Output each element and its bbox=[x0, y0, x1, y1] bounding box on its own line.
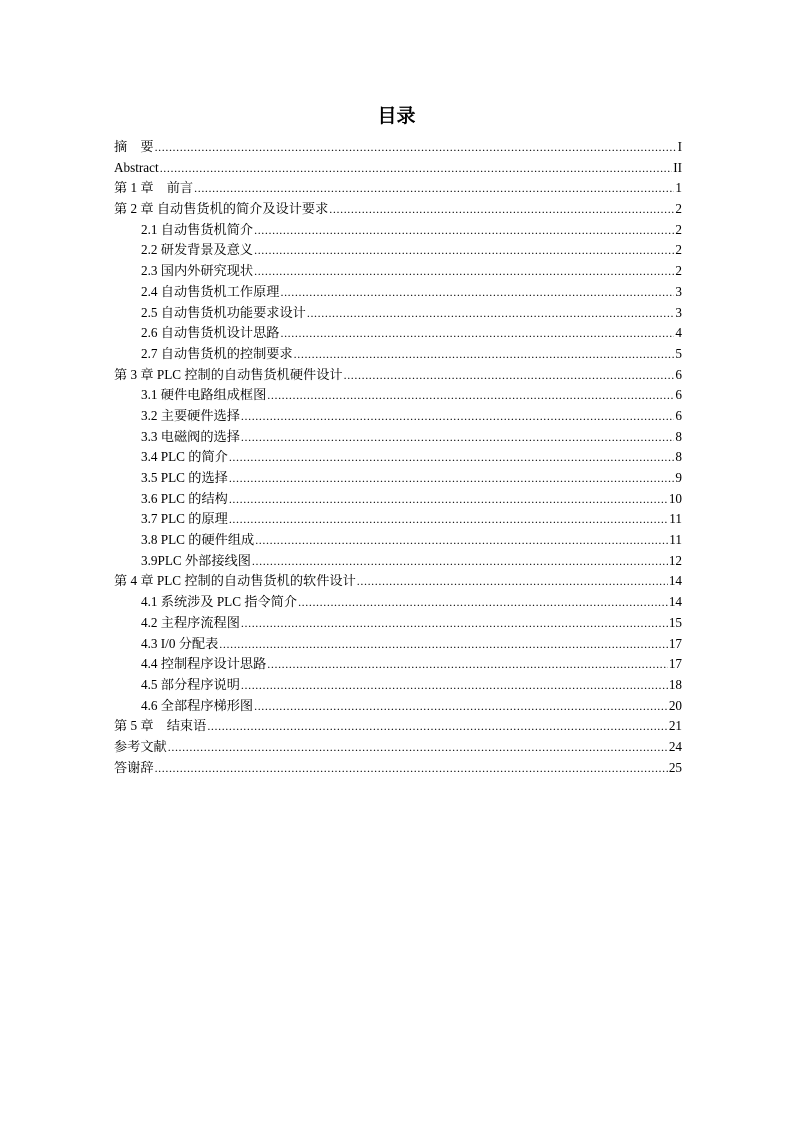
toc-entry[interactable] bbox=[114, 758, 682, 779]
toc-entry[interactable] bbox=[114, 654, 682, 675]
toc-entry-label: Abstract bbox=[114, 159, 159, 175]
dot-leader bbox=[207, 716, 668, 737]
dot-leader bbox=[229, 509, 668, 530]
toc-entry-page-number: 6 bbox=[675, 387, 682, 403]
toc-entry[interactable] bbox=[114, 634, 682, 655]
toc-entry[interactable] bbox=[114, 199, 682, 220]
dot-leader bbox=[254, 220, 674, 241]
toc-entry-label: 4.5 部分程序说明 bbox=[141, 676, 240, 692]
page-title: 目录 bbox=[377, 105, 416, 127]
toc-entry-label: 3.6 PLC 的结构 bbox=[141, 490, 228, 506]
toc-entry-label: 第 2 章 自动售货机的简介及设计要求 bbox=[114, 201, 329, 217]
toc-entry-page-number: II bbox=[673, 159, 682, 175]
toc-entry-page-number: I bbox=[677, 139, 682, 154]
toc-entry-label: 4.3 I/0 分配表 bbox=[141, 635, 219, 651]
toc-entry[interactable] bbox=[114, 468, 682, 489]
dot-leader bbox=[155, 758, 668, 779]
dot-leader bbox=[280, 282, 674, 303]
toc-entry-page-number: 17 bbox=[668, 656, 682, 672]
toc-entry[interactable] bbox=[114, 509, 682, 530]
dot-leader bbox=[241, 406, 675, 427]
toc-entry-page-number: 6 bbox=[675, 366, 682, 382]
toc-entry[interactable] bbox=[114, 737, 682, 758]
toc-entry[interactable] bbox=[114, 178, 682, 199]
dot-leader bbox=[254, 261, 674, 282]
dot-leader bbox=[194, 178, 674, 199]
toc-entry-label: 3.7 PLC 的原理 bbox=[141, 511, 228, 527]
toc-entry[interactable] bbox=[114, 427, 682, 448]
toc-entry[interactable] bbox=[114, 406, 682, 427]
toc-entry-page-number: 14 bbox=[668, 594, 682, 610]
toc-entry-label: 3.4 PLC 的简介 bbox=[141, 449, 228, 465]
toc-entry-label: 第 5 章 结束语 bbox=[114, 718, 207, 734]
toc-entry-page-number: 11 bbox=[669, 511, 682, 527]
toc-entry-page-number: 17 bbox=[668, 635, 682, 651]
toc-entry[interactable] bbox=[114, 675, 682, 696]
dot-leader bbox=[229, 489, 668, 510]
toc-entry-label: 4.2 主程序流程图 bbox=[141, 614, 240, 630]
toc-entry[interactable] bbox=[114, 158, 682, 179]
dot-leader bbox=[254, 240, 674, 261]
dot-leader bbox=[219, 634, 668, 655]
toc-entry-page-number: 4 bbox=[675, 325, 682, 341]
dot-leader bbox=[252, 551, 668, 572]
toc-entry-page-number: 24 bbox=[668, 738, 682, 754]
toc-entry-page-number: 11 bbox=[669, 532, 682, 548]
toc-entry[interactable] bbox=[114, 696, 682, 717]
dot-leader bbox=[267, 654, 668, 675]
dot-leader bbox=[254, 696, 668, 717]
dot-leader bbox=[357, 571, 668, 592]
toc-entry-page-number: 6 bbox=[675, 407, 682, 423]
toc-entry-label: 4.4 控制程序设计思路 bbox=[141, 656, 267, 672]
dot-leader bbox=[168, 737, 668, 758]
dot-leader bbox=[241, 613, 668, 634]
toc-entry-label: 3.3 电磁阀的选择 bbox=[141, 428, 240, 444]
toc-entry[interactable] bbox=[114, 240, 682, 261]
toc-entry-page-number: 1 bbox=[675, 180, 682, 196]
toc-entry-page-number: 18 bbox=[668, 676, 682, 692]
toc-entry-label: 3.2 主要硬件选择 bbox=[141, 407, 240, 423]
dot-leader bbox=[267, 385, 674, 406]
toc-entry[interactable] bbox=[114, 571, 682, 592]
toc-entry[interactable] bbox=[114, 303, 682, 324]
toc-entry-page-number: 8 bbox=[675, 449, 682, 465]
toc-entry-page-number: 2 bbox=[675, 242, 682, 258]
toc-entry-label: 3.5 PLC 的选择 bbox=[141, 470, 228, 485]
toc-entry[interactable] bbox=[114, 489, 682, 510]
dot-leader bbox=[294, 344, 675, 365]
dot-leader bbox=[160, 158, 673, 179]
toc-entry-page-number: 2 bbox=[675, 263, 682, 279]
dot-leader bbox=[255, 530, 668, 551]
toc-entry-label: 摘 要 bbox=[114, 139, 154, 154]
toc-entry[interactable] bbox=[114, 137, 682, 158]
toc-entry-label: 第 3 章 PLC 控制的自动售货机硬件设计 bbox=[114, 366, 343, 382]
toc-entry-page-number: 5 bbox=[675, 345, 682, 361]
toc-entry[interactable] bbox=[114, 716, 682, 737]
toc-entry[interactable] bbox=[114, 592, 682, 613]
toc-entry[interactable] bbox=[114, 344, 682, 365]
toc-entry-page-number: 3 bbox=[675, 283, 682, 299]
dot-leader bbox=[229, 447, 675, 468]
toc-entry-label: 3.8 PLC 的硬件组成 bbox=[141, 532, 255, 548]
toc-entry-page-number: 15 bbox=[668, 614, 682, 630]
dot-leader bbox=[155, 137, 677, 158]
toc-entry[interactable] bbox=[114, 530, 682, 551]
toc-entry-label: 2.6 自动售货机设计思路 bbox=[141, 325, 280, 341]
toc-entry-page-number: 10 bbox=[668, 490, 682, 506]
toc-entry[interactable] bbox=[114, 613, 682, 634]
toc-entry-label: 参考文献 bbox=[114, 738, 167, 754]
dot-leader bbox=[298, 592, 668, 613]
toc-entry-page-number: 3 bbox=[675, 304, 682, 320]
dot-leader bbox=[344, 365, 675, 386]
toc-entry-label: 2.2 研发背景及意义 bbox=[141, 242, 254, 258]
toc-entry-page-number: 9 bbox=[675, 470, 682, 485]
toc-entry[interactable] bbox=[114, 220, 682, 241]
toc-entry[interactable] bbox=[114, 282, 682, 303]
toc-entry-label: 第 1 章 前言 bbox=[114, 180, 194, 196]
toc-entry-page-number: 21 bbox=[668, 718, 682, 734]
toc-entry-page-number: 8 bbox=[675, 428, 682, 444]
toc-entry-page-number: 2 bbox=[675, 201, 682, 217]
toc-entry[interactable] bbox=[114, 447, 682, 468]
toc-entry-label: 2.4 自动售货机工作原理 bbox=[141, 283, 280, 299]
toc-entry[interactable] bbox=[114, 323, 682, 344]
toc-entry-label: 2.3 国内外研究现状 bbox=[141, 263, 254, 279]
toc-entry[interactable] bbox=[114, 385, 682, 406]
toc-entry-page-number: 2 bbox=[675, 221, 682, 237]
toc-entry-label: 3.9PLC 外部接线图 bbox=[141, 552, 251, 568]
toc-entry-page-number: 12 bbox=[668, 552, 682, 568]
dot-leader bbox=[329, 199, 674, 220]
toc-entry[interactable] bbox=[114, 365, 682, 386]
dot-leader bbox=[241, 427, 675, 448]
table-of-contents bbox=[114, 137, 682, 778]
dot-leader bbox=[229, 468, 675, 489]
toc-entry-label: 2.1 自动售货机简介 bbox=[141, 221, 254, 237]
toc-entry[interactable] bbox=[114, 261, 682, 282]
dot-leader bbox=[307, 303, 675, 324]
toc-entry-label: 4.6 全部程序梯形图 bbox=[141, 697, 254, 713]
dot-leader bbox=[280, 323, 674, 344]
toc-entry-label: 3.1 硬件电路组成框图 bbox=[141, 387, 267, 403]
toc-entry-label: 答谢辞 bbox=[114, 759, 154, 775]
toc-entry-page-number: 14 bbox=[668, 573, 682, 589]
toc-entry-page-number: 20 bbox=[668, 697, 682, 713]
toc-entry-page-number: 25 bbox=[668, 759, 682, 775]
toc-entry-label: 4.1 系统涉及 PLC 指令简介 bbox=[141, 594, 298, 610]
toc-entry-label: 2.7 自动售货机的控制要求 bbox=[141, 345, 293, 361]
toc-entry-label: 第 4 章 PLC 控制的自动售货机的软件设计 bbox=[114, 573, 356, 589]
dot-leader bbox=[241, 675, 668, 696]
toc-entry[interactable] bbox=[114, 551, 682, 572]
toc-entry-label: 2.5 自动售货机功能要求设计 bbox=[141, 304, 306, 320]
